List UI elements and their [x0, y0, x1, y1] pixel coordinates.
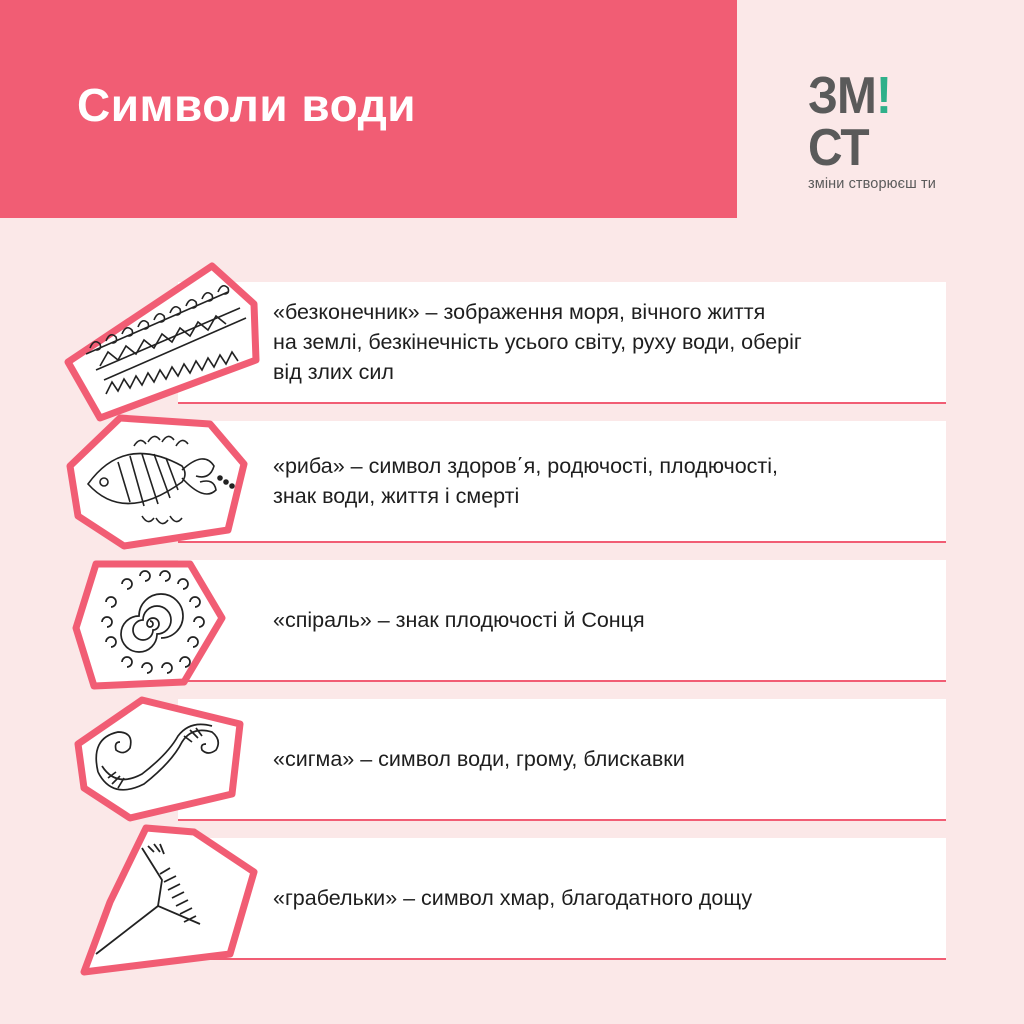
logo-wordmark: ЗМ!СТ — [808, 67, 892, 177]
brand-logo — [808, 67, 958, 192]
spiral-icon — [72, 558, 232, 690]
symbol-description: «безконечник» – зображення моря, вічного життя на землі, безкінечність усього світу, руху води, оберіг від злих сил — [273, 300, 802, 384]
fish-icon — [64, 406, 254, 556]
symbol-description: «спіраль» – знак плодючості й Сонця — [273, 608, 645, 632]
logo-tagline: зміни створюєш ти — [808, 176, 936, 192]
symbol-description: «риба» – символ здоров΄я, родючості, плодючості, знак води, життя і смерті — [273, 454, 778, 508]
rake-icon — [66, 822, 262, 978]
symbol-description: «сигма» – символ води, грому, блискавки — [273, 747, 685, 771]
symbol-card — [178, 699, 946, 821]
symbol-description: «грабельки» – символ хмар, благодатного дощу — [273, 886, 753, 910]
symbol-card — [178, 282, 946, 404]
symbol-card — [178, 421, 946, 543]
symbol-card — [178, 838, 946, 960]
page-title: Символи води — [77, 79, 417, 131]
sigma-icon — [72, 692, 248, 824]
wave-pattern-icon — [60, 262, 270, 422]
symbol-card — [178, 560, 946, 682]
header-band — [0, 0, 737, 218]
